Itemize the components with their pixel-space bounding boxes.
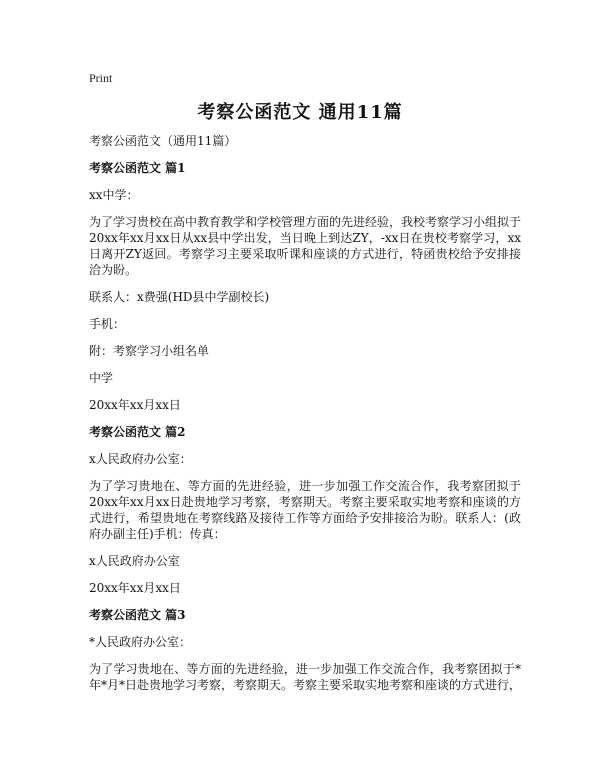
document-subtitle: 考察公函范文（通用11篇） — [89, 134, 237, 148]
signature-org: x人民政府办公室 — [89, 554, 180, 568]
salutation: *人民政府办公室： — [89, 635, 192, 649]
section-heading: 考察公函范文 篇2 — [89, 425, 186, 439]
signature-org: 中学 — [89, 371, 114, 385]
salutation: x人民政府办公室： — [89, 452, 192, 466]
document-body — [89, 133, 521, 704]
body-paragraph: 为了学习贵地在、等方面的先进经验，进一步加强工作交流合作，我考察团拟于*年*月*日赴贵地学习考察，考察期天。考察主要采取实地考察和座谈的方式进行， — [89, 662, 522, 692]
signature-date: 20xx年xx月xx日 — [89, 398, 181, 412]
section-heading: 考察公函范文 篇1 — [89, 161, 186, 175]
page-title: 考察公函范文 通用11篇 — [197, 102, 403, 123]
body-paragraph: 为了学习贵地在、等方面的先进经验，进一步加强工作交流合作，我考察团拟于20xx年xx月xx日赴贵地学习考察，考察期天。考察主要采取实地考察和座谈的方式进行，希望贵地在考察线路及接待工作等方面给予安排接洽为盼。联系人：(政府办副主任)手机：传真： — [89, 479, 521, 541]
body-paragraph: 为了学习贵校在高中教育教学和学校管理方面的先进经验，我校考察学习小组拟于20xx年xx月xx日从xx县中学出发，当日晚上到达ZY，-xx日在贵校考察学习，xx日离开ZY返回。考察学习主要采取听课和座谈的方式进行，特函贵校给予安排接洽为盼。 — [89, 215, 522, 277]
phone-line: 手机： — [89, 317, 126, 331]
attachment-line: 附：考察学习小组名单 — [89, 344, 210, 358]
section-heading: 考察公函范文 篇3 — [89, 608, 186, 622]
signature-date: 20xx年xx月xx日 — [89, 581, 181, 595]
contact-line: 联系人：x费强(HD县中学副校长) — [89, 290, 270, 304]
salutation: xx中学： — [89, 188, 139, 202]
print-label: Print — [89, 71, 113, 85]
